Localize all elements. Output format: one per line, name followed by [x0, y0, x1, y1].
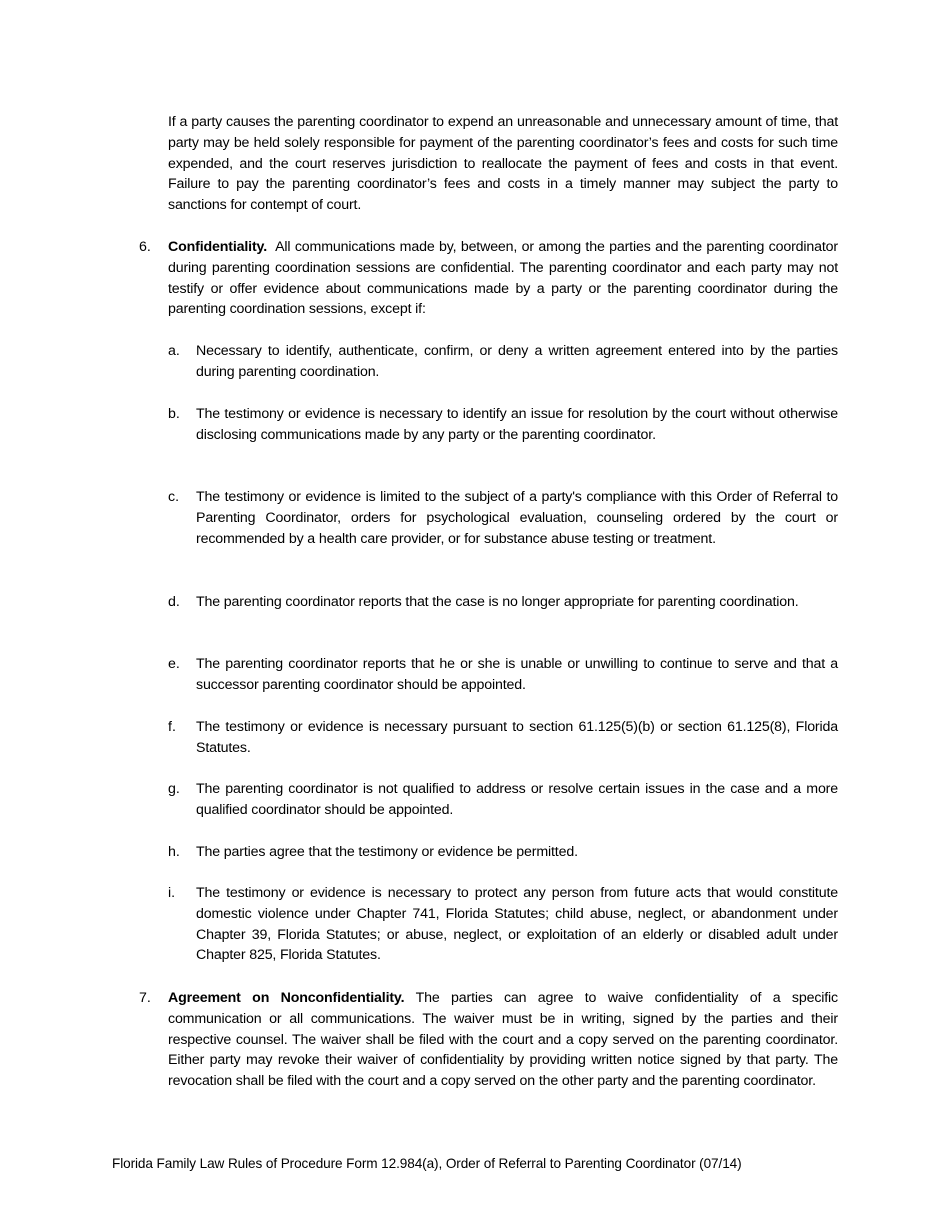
item-d-letter: d.: [168, 594, 180, 610]
section-7-heading: Agreement on Nonconfidentiality.: [168, 990, 405, 1006]
section-7-text: The parties can agree to waive confidentiality of a specific communication or all communications. The waiver must be in writing, signed by the parties and their respective counsel. The waiver shall be filed with the court and a copy served on the parenting coordinator. Either party may revoke their waiver of confidentiality by providing written notice signed by that party. The revocation shall be filed with the court and a copy served on the other party and the parenting coordinator.: [168, 990, 838, 1090]
item-h-text: The parties agree that the testimony or evidence be permitted.: [196, 844, 578, 860]
item-d-text: The parenting coordinator reports that the case is no longer appropriate for parenting coordination.: [196, 594, 799, 610]
item-i-text: The testimony or evidence is necessary to protect any person from future acts that would constitute domestic violence under Chapter 741, Florida Statutes; child abuse, neglect, or abandonment under Chapter 39, Florida Statutes; or abuse, neglect, or exploitation of an elderly or disabled adult under Chapter 825, Florida Statutes.: [196, 885, 838, 964]
item-a-text: Necessary to identify, authenticate, confirm, or deny a written agreement entered into by the parties during parenting coordination.: [196, 343, 838, 380]
fees-paragraph: If a party causes the parenting coordinator to expend an unreasonable and unnecessary amount of time, that party may be held solely responsible for payment of the parenting coordinator’s fees and costs for such time expended, and the court reserves jurisdiction to reallocate the payment of fees and costs in that event. Failure to pay the parenting coordinator’s fees and costs in a timely manner may subject the party to sanctions for contempt of court.: [168, 114, 838, 214]
item-b-letter: b.: [168, 406, 180, 422]
section-7-body: [168, 988, 838, 1092]
item-h-letter: h.: [168, 844, 180, 860]
item-a-letter: a.: [168, 343, 180, 359]
item-c-text: The testimony or evidence is limited to the subject of a party's compliance with this Order of Referral to Parenting Coordinator, orders for psychological evaluation, counseling ordered by the court or recommended by a health care provider, or for substance abuse testing or treatment.: [196, 489, 838, 547]
section-6-heading: Confidentiality.: [168, 239, 268, 255]
item-f-text: The testimony or evidence is necessary pursuant to section 61.125(5)(b) or section 61.125(8), Florida Statutes.: [196, 719, 838, 756]
item-c-letter: c.: [168, 489, 180, 505]
section-6-body: [168, 237, 838, 320]
item-f-letter: f.: [168, 719, 176, 735]
item-g-letter: g.: [168, 781, 180, 797]
section-6-number: 6.: [139, 239, 151, 255]
section-7-number: 7.: [139, 990, 151, 1006]
section-6-text: All communications made by, between, or among the parties and the parenting coordinator during parenting coordination sessions are confidential. The parenting coordinator and each party may not testify or offer evidence about communications made by a party or the parenting coordinator during the parenting coordination sessions, except if:: [168, 239, 838, 318]
item-g-text: The parenting coordinator is not qualified to address or resolve certain issues in the case and a more qualified coordinator should be appointed.: [196, 781, 838, 818]
item-e-text: The parenting coordinator reports that he or she is unable or unwilling to continue to serve and that a successor parenting coordinator should be appointed.: [196, 656, 838, 693]
item-b-text: The testimony or evidence is necessary to identify an issue for resolution by the court without otherwise disclosing communications made by any party or the parenting coordinator.: [196, 406, 838, 443]
item-i-letter: i.: [168, 885, 176, 901]
page-footer: Florida Family Law Rules of Procedure Form 12.984(a), Order of Referral to Parenting Coordinator (07/14): [112, 1156, 742, 1171]
item-e-letter: e.: [168, 656, 180, 672]
